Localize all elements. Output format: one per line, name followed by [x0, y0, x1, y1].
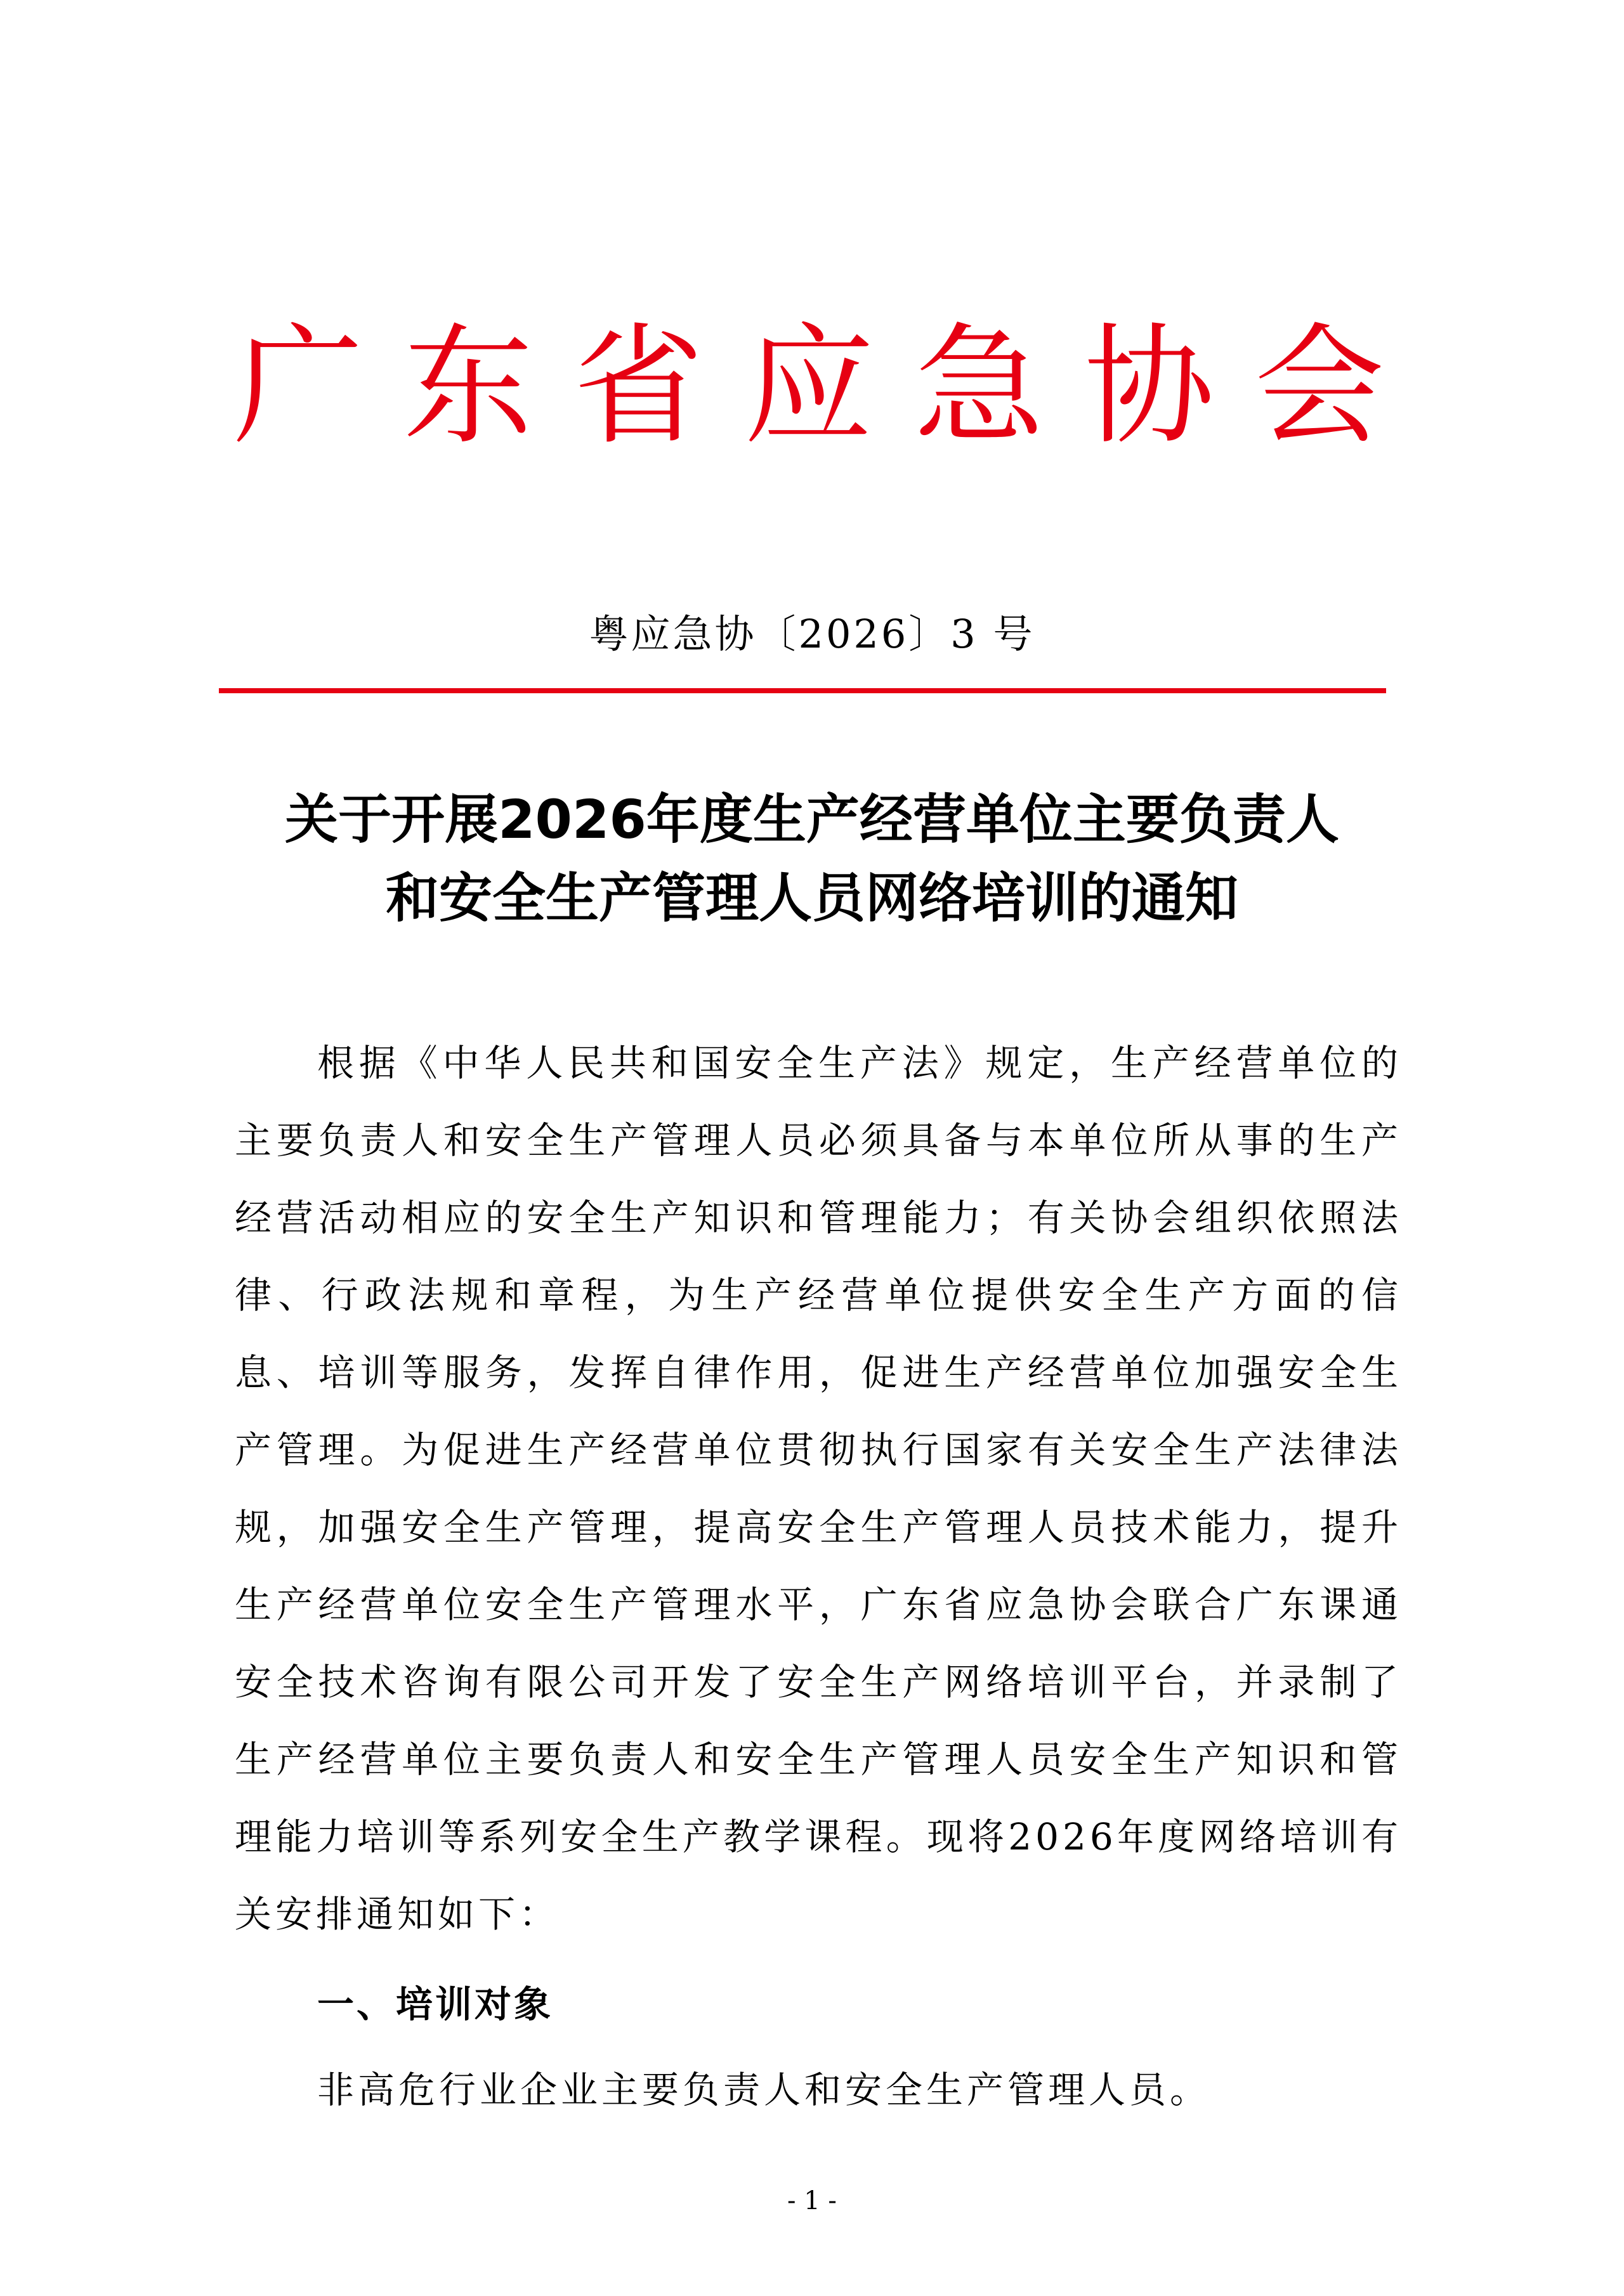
masthead-organization	[225, 304, 1392, 469]
title-line-1: 关于开展2026年度生产经营单位主要负责人	[285, 788, 1339, 851]
body-paragraph: 根据《中华人民共和国安全生产法》规定，生产经营单位的主要负责人和安全生产管理人员必须具备与本单位所从事的生产经营活动相应的安全生产知识和管理能力；有关协会组织依照法律、行政法规和章程，为生产经营单位提供安全生产方面的信息、培训等服务，发挥自律作用，促进生产经营单位加强安全生产管理。为促进生产经营单位贯彻执行国家有关安全生产法律法规，加强安全生产管理，提高安全生产管理人员技术能力，提升生产经营单位安全生产管理水平，广东省应急协会联合广东课通安全技术咨询有限公司开发了安全生产网络培训平台，并录制了生产经营单位主要负责人和安全生产管理人员安全生产知识和管理能力培训等系列安全生产教学课程。现将2026年度网络培训有关安排通知如下：	[235, 1041, 1402, 1936]
header-divider	[219, 688, 1386, 693]
section-heading: 一、培训对象	[317, 1983, 554, 2026]
masthead-char: 省	[573, 311, 704, 462]
masthead-char: 协	[1084, 311, 1215, 462]
title-line-2: 和安全生产管理人员网络培训的通知	[385, 867, 1238, 929]
masthead-char: 东	[403, 311, 534, 462]
masthead-char: 急	[914, 311, 1044, 462]
document-body	[235, 1024, 1402, 1953]
document-number: 粤应急协〔2026〕3 号	[589, 611, 1035, 657]
document-title	[190, 780, 1434, 937]
masthead-char: 会	[1254, 311, 1385, 462]
masthead-char: 广	[233, 311, 363, 462]
masthead-char: 应	[743, 311, 874, 462]
page-number: - 1 -	[787, 2186, 837, 2215]
section-text: 非高危行业企业主要负责人和安全生产管理人员。	[317, 2068, 1211, 2111]
